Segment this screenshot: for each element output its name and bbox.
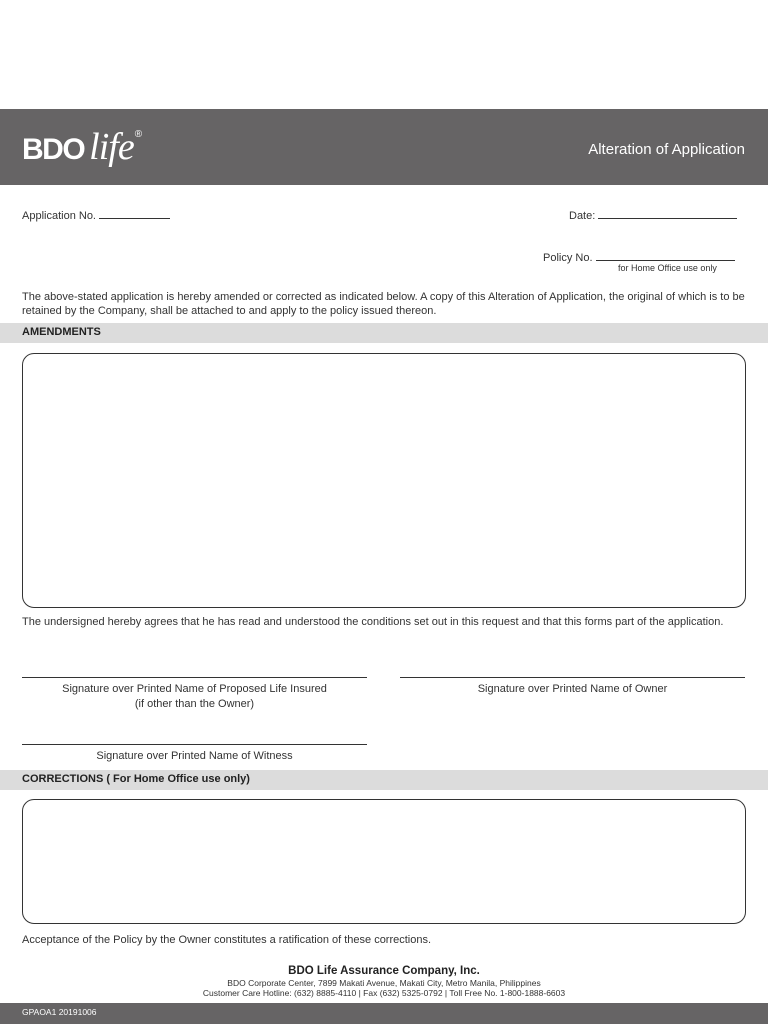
form-title: Alteration of Application	[588, 141, 745, 158]
insured-caption-line2: (if other than the Owner)	[134, 698, 255, 710]
witness-signature-caption: Signature over Printed Name of Witness	[96, 750, 293, 762]
application-no-field	[22, 208, 170, 223]
date-field	[569, 208, 737, 223]
policy-no-label: Policy No.	[543, 252, 593, 264]
insured-signature-caption	[22, 682, 367, 712]
bottom-bar	[0, 1003, 768, 1024]
owner-signature-caption: Signature over Printed Name of Owner	[477, 683, 668, 695]
application-no-input[interactable]	[99, 208, 170, 219]
amendments-heading: AMENDMENTS	[22, 326, 101, 338]
application-no-label: Application No.	[22, 210, 96, 222]
policy-no-input[interactable]	[596, 250, 735, 261]
corrections-heading: CORRECTIONS ( For Home Office use only)	[22, 773, 250, 785]
intro-text: The above-stated application is hereby amended or corrected as indicated below. A copy of this Alteration of Application, the original of which is to be retained by the Company, shall be attached to and apply to the policy issued thereon.	[22, 291, 745, 317]
date-label: Date:	[569, 210, 596, 222]
corrections-section-band	[0, 770, 768, 790]
footer-company-name: BDO Life Assurance Company, Inc.	[288, 965, 480, 977]
bdo-life-logo	[22, 128, 142, 166]
amendments-section-band	[0, 323, 768, 343]
logo-bdo-text: BDO	[22, 133, 85, 166]
acceptance-text: Acceptance of the Policy by the Owner constitutes a ratification of these corrections.	[22, 934, 432, 946]
owner-signature-line[interactable]	[400, 677, 745, 678]
footer-contact: Customer Care Hotline: (632) 8885-4110 | Fax (632) 5325-0792 | Toll Free No. 1-800-1888-6603	[202, 988, 566, 998]
agreement-text: The undersigned hereby agrees that he has read and understood the conditions set out in this request and that this forms part of the application.	[22, 616, 724, 628]
insured-signature-line[interactable]	[22, 677, 367, 678]
corrections-box[interactable]	[22, 799, 746, 924]
amendments-box[interactable]	[22, 353, 746, 608]
footer-address: BDO Corporate Center, 7899 Makati Avenue, Makati City, Metro Manila, Philippines	[227, 978, 541, 988]
form-code: GPAOA1 20191006	[22, 1007, 97, 1017]
insured-caption-line1: Signature over Printed Name of Proposed Life Insured	[62, 683, 327, 695]
registered-mark: ®	[134, 129, 143, 140]
date-input[interactable]	[598, 208, 737, 219]
policy-no-note: for Home Office use only	[618, 263, 717, 273]
witness-signature-line[interactable]	[22, 744, 367, 745]
logo-life-text: life	[89, 126, 134, 168]
